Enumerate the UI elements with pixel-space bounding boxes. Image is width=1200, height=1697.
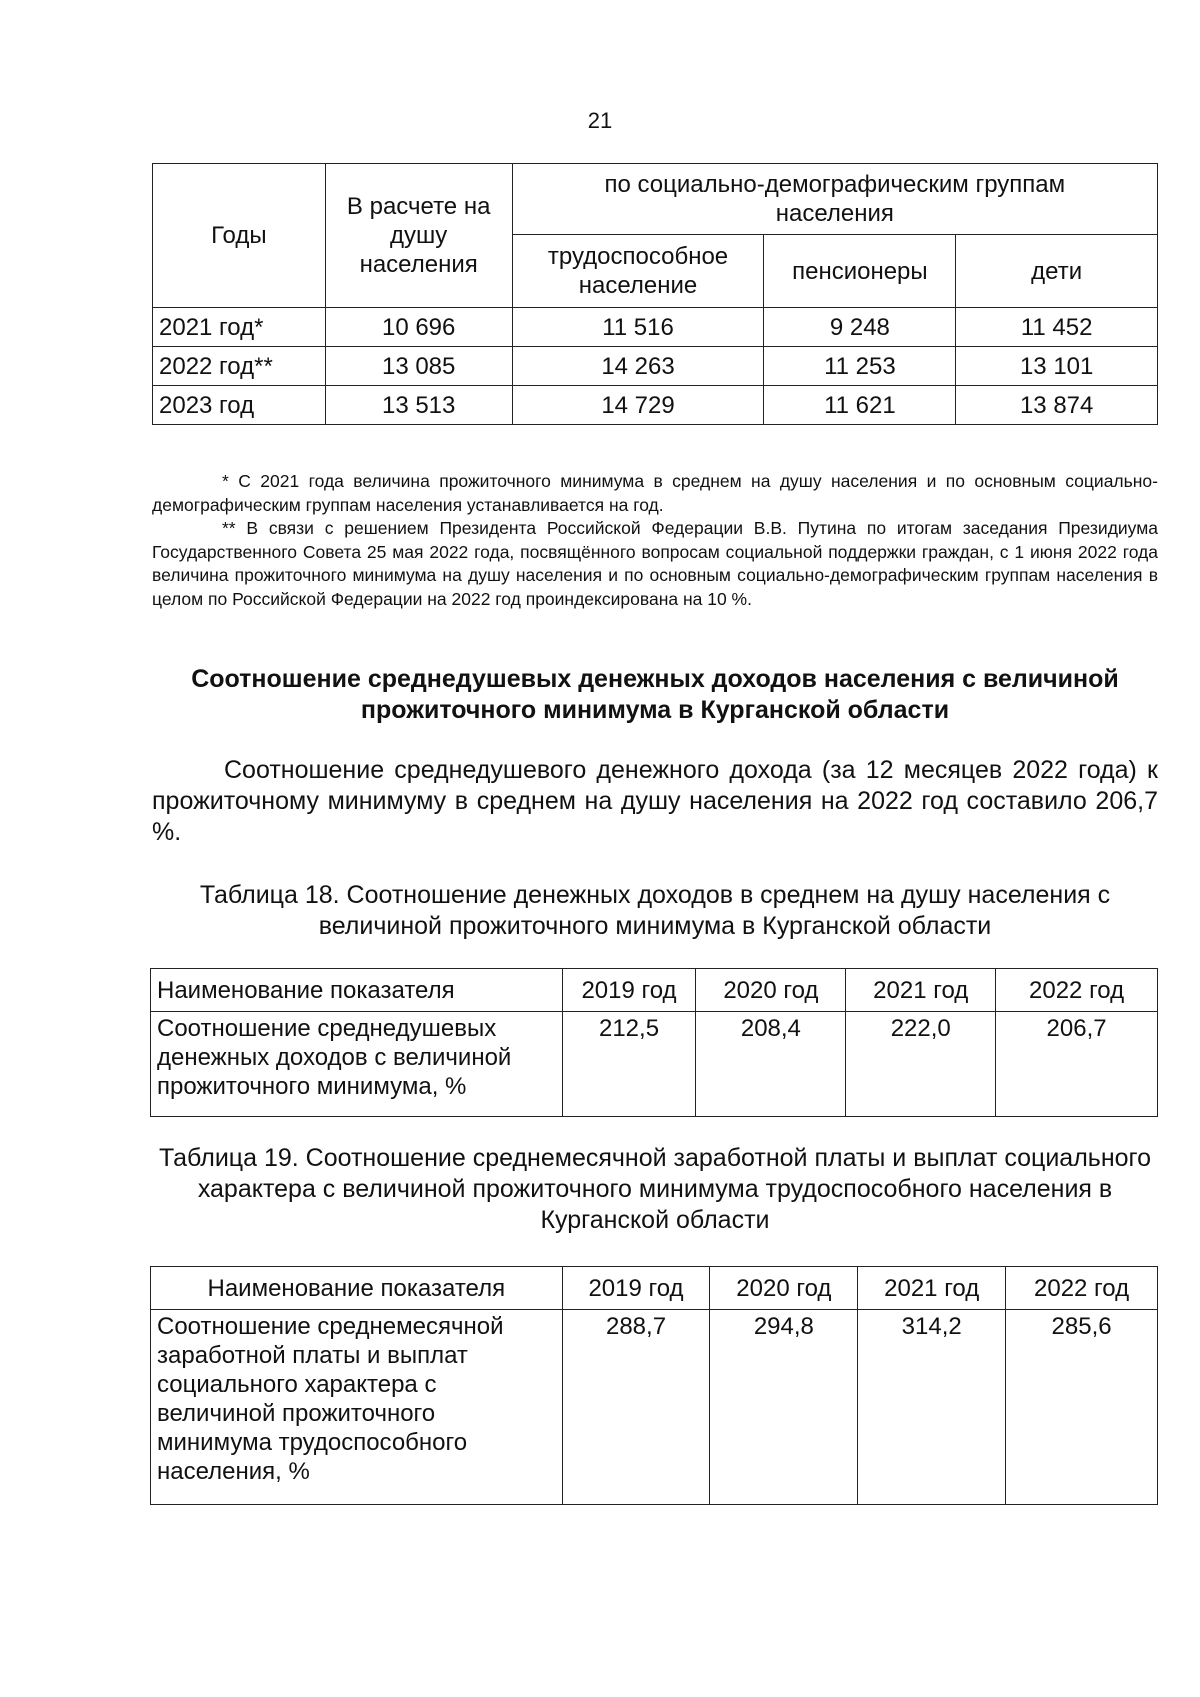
value-cell: 212,5 (562, 1012, 696, 1117)
table-header-row (153, 164, 1158, 235)
table-row (153, 308, 1158, 347)
cell-pensioners: 11 253 (764, 347, 956, 386)
footnote-2: ** В связи с решением Президента Российской Федерации В.В. Путина по итогам заседания Президиума Государственного Совета 25 мая 2022 года, посвящённого вопросам социальной поддержки граждан, с 1 июня 2022 года величина прожиточного минимума на душу населения и по основным социально-демографическим группам населения в целом по Российской Федерации на 2022 год проиндексирована на 10 %. (152, 518, 1158, 609)
header-indicator-name: Наименование показателя (151, 1267, 563, 1310)
cell-working: 11 516 (512, 308, 764, 347)
table-19-caption: Таблица 19. Соотношение среднемесячной заработной платы и выплат социального характера с величиной прожиточного минимума трудоспособного населения в Курганской области (158, 1144, 1152, 1234)
cell-working: 14 729 (512, 386, 764, 425)
body-paragraph: Соотношение среднедушевого денежного дохода (за 12 месяцев 2022 года) к прожиточному минимуму в среднем на душу населения на 2022 год составило 206,7 %. (152, 756, 1158, 846)
cell-working: 14 263 (512, 347, 764, 386)
header-years: Годы (153, 164, 326, 308)
cell-children: 13 101 (956, 347, 1158, 386)
cell-pensioners: 11 621 (764, 386, 956, 425)
cell-per-capita: 13 513 (325, 386, 512, 425)
header-children: дети (956, 235, 1158, 308)
table-header-row (151, 1267, 1158, 1310)
page-number: 21 (587, 108, 613, 133)
value-cell: 294,8 (710, 1310, 858, 1505)
header-year: 2022 год (996, 969, 1158, 1012)
value-cell: 288,7 (562, 1310, 710, 1505)
table-row (153, 347, 1158, 386)
table-18 (150, 968, 1158, 1117)
cell-children: 13 874 (956, 386, 1158, 425)
value-cell: 206,7 (996, 1012, 1158, 1117)
header-year: 2019 год (562, 969, 696, 1012)
table-19 (150, 1266, 1158, 1505)
value-cell: 314,2 (858, 1310, 1006, 1505)
cell-per-capita: 10 696 (325, 308, 512, 347)
header-year: 2021 год (858, 1267, 1006, 1310)
value-cell: 208,4 (696, 1012, 846, 1117)
cell-per-capita: 13 085 (325, 347, 512, 386)
table-row (151, 1310, 1158, 1505)
row-year: 2021 год* (153, 308, 326, 347)
header-working-population: трудоспособное население (512, 235, 764, 308)
table-18-caption: Таблица 18. Соотношение денежных доходов в среднем на душу населения с величиной прожиточного минимума в Курганской области (199, 881, 1111, 940)
section-title: Соотношение среднедушевых денежных доходов населения с величиной прожиточного минимума в Курганской области (191, 665, 1119, 724)
subsistence-minimum-table (152, 163, 1158, 425)
value-cell: 285,6 (1006, 1310, 1158, 1505)
cell-pensioners: 9 248 (764, 308, 956, 347)
table-row (153, 386, 1158, 425)
row-year: 2022 год** (153, 347, 326, 386)
table-row (151, 1012, 1158, 1117)
header-indicator-name: Наименование показателя (151, 969, 563, 1012)
header-year: 2019 год (562, 1267, 710, 1310)
value-cell: 222,0 (846, 1012, 996, 1117)
row-year: 2023 год (153, 386, 326, 425)
header-year: 2022 год (1006, 1267, 1158, 1310)
table-header-row (151, 969, 1158, 1012)
cell-children: 11 452 (956, 308, 1158, 347)
header-groups: по социально-демографическим группам населения (512, 164, 1157, 235)
header-year: 2021 год (846, 969, 996, 1012)
header-year: 2020 год (710, 1267, 858, 1310)
footnotes (152, 470, 1158, 611)
header-pensioners: пенсионеры (764, 235, 956, 308)
indicator-name: Соотношение среднемесячной заработной платы и выплат социального характера с величиной прожиточного минимума трудоспособного населения, % (151, 1310, 563, 1505)
footnote-1: * С 2021 года величина прожиточного минимума в среднем на душу населения и по основным социально-демографическим группам населения устанавливается на год. (152, 471, 1158, 515)
indicator-name: Соотношение среднедушевых денежных доходов с величиной прожиточного минимума, % (151, 1012, 563, 1117)
header-per-capita: В расчете на душу населения (325, 164, 512, 308)
header-year: 2020 год (696, 969, 846, 1012)
